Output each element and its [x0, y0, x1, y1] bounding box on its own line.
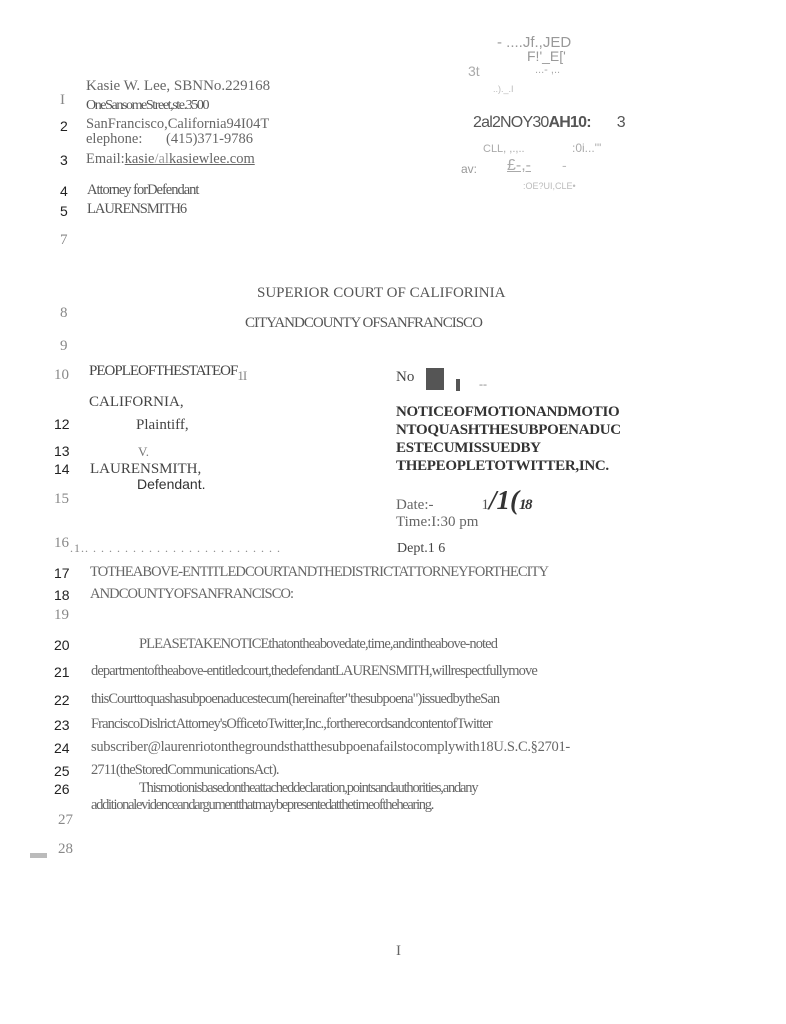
- stamp-line-6a: CLL, ,.,..: [483, 143, 525, 155]
- hearing-date-1: 1: [481, 497, 489, 513]
- stamp-date-b: AH10:: [548, 114, 591, 131]
- stamp-line-1: - ....Jf.,JED: [497, 34, 572, 51]
- margin-mark: [30, 853, 47, 858]
- plaintiff-label: Plaintiff,: [136, 417, 189, 433]
- line-number-5: 5: [60, 203, 68, 219]
- hearing-time: Time:I:30 pm: [396, 514, 479, 530]
- line-number-21: 21: [54, 664, 70, 680]
- document-title-line-4: THEPEOPLETOTWITTER,INC.: [396, 458, 609, 474]
- line-number-27: 27: [58, 812, 73, 828]
- defendant-name: LAURENSMITH,: [90, 461, 202, 477]
- versus: V.: [138, 444, 149, 459]
- attorney-city: SanFrancisco,California94I04T: [86, 116, 270, 132]
- email-part-a: kasie: [124, 151, 155, 167]
- line-number-24: 24: [54, 740, 70, 756]
- line-number-3: 3: [60, 152, 68, 168]
- stamp-line-6b: :0i...'": [572, 141, 602, 155]
- paragraph-1-line-3: thisCourttoquashasubpoenaducestecum(hereinafter"thesubpoena")issuedbytheSan: [91, 691, 500, 707]
- stamp-date-a: 2al2NOY30: [473, 114, 549, 131]
- attorney-name: Kasie W. Lee, SBNNo.229168: [86, 78, 271, 94]
- hearing-dept: Dept.1 6: [397, 541, 446, 556]
- stamp-date: [473, 114, 625, 132]
- email-part-b: /al: [154, 151, 169, 167]
- case-number-redaction: [426, 368, 444, 390]
- line-number-18: 18: [54, 587, 70, 603]
- addressee-line-2: ANDCOUNTYOFSANFRANCISCO:: [90, 586, 294, 602]
- caption-divider-dots: .1.. . . . . . . . . . . . . . . . . . . . . . . . .: [70, 541, 281, 555]
- plaintiff-name-line-2: CALIFORNIA,: [89, 394, 184, 410]
- line-number-4: 4: [60, 183, 68, 199]
- paragraph-2-line-2: additionalevidenceandargumentthatmaybepresentedatthetimeofthehearing.: [91, 797, 434, 813]
- defendant-label: Defendant.: [137, 476, 206, 492]
- paragraph-1-line-5: subscriber@laurenriotonthegroundsthatthesubpoenafailstocomplywith18U.S.C.§2701-: [91, 739, 570, 755]
- plaintiff-name-1: PEOPLEOFTHESTATEOF: [89, 363, 238, 379]
- stamp-by-dash: -: [562, 157, 567, 173]
- document-title-line-3: ESTECUMISSUEDBY: [396, 440, 541, 456]
- paragraph-2-line-1: Thismotionisbasedontheattacheddeclaration,pointsandauthorities,andany: [139, 780, 478, 796]
- line-number-16: 16: [54, 535, 69, 551]
- line-number-23: 23: [54, 717, 70, 733]
- court-name: SUPERIOR COURT OF CALIFORINIA: [257, 285, 506, 301]
- line-number-7: 7: [60, 232, 68, 248]
- plaintiff-name-line-1: [89, 363, 247, 383]
- line-number-2: 2: [60, 118, 68, 134]
- document-title-line-1: NOTICEOFMOTIONANDMOTIO: [396, 404, 620, 420]
- hearing-date-label: Date:-: [396, 497, 434, 513]
- court-county: CITYANDCOUNTY OFSANFRANCISCO: [245, 315, 482, 331]
- line-number-12: 12: [54, 416, 70, 432]
- attorney-phone: [86, 131, 253, 148]
- addressee-line-1: TOTHEABOVE-ENTITLEDCOURTANDTHEDISTRICTATTORNEYFORTHECITY: [90, 564, 549, 580]
- phone-number: (415)371-9786: [166, 131, 253, 147]
- line-number-19: 19: [54, 607, 69, 623]
- stamp-line-2: F!'_E[': [527, 48, 566, 64]
- plaintiff-mark: 1I: [237, 368, 247, 383]
- stamp-date-c: 3: [616, 114, 625, 131]
- case-number-redaction-small: [456, 379, 460, 391]
- line-number-13: 13: [54, 443, 70, 459]
- line-number-10: 10: [54, 367, 69, 383]
- stamp-line-4: ..)._.I: [493, 84, 514, 94]
- paragraph-1-line-6: 2711(theStoredCommunicationsAct).: [91, 762, 279, 778]
- stamp-line-3a: 3t: [468, 63, 480, 79]
- line-number-25: 25: [54, 763, 70, 779]
- line-number-26: 26: [54, 781, 70, 797]
- stamp-deputy: :OE?UI,CLE•: [523, 181, 576, 191]
- attorney-street: OneSansomeStreet,ste.3500: [86, 98, 209, 113]
- stamp-line-3b: ...- ,..: [535, 64, 561, 76]
- email-part-c: kasiewlee.com: [168, 151, 255, 167]
- stamp-by-label: av:: [461, 162, 478, 176]
- hearing-date-3: 18: [518, 497, 531, 513]
- line-number-15: 15: [54, 491, 69, 507]
- line-number-28: 28: [58, 841, 73, 857]
- email-link[interactable]: [125, 151, 255, 167]
- attorney-email: [86, 151, 255, 168]
- line-number-20: 20: [54, 637, 70, 653]
- phone-label: elephone:: [86, 131, 143, 147]
- line-number-22: 22: [54, 692, 70, 708]
- hearing-date: [396, 485, 531, 516]
- attorney-client: LAURENSMITH6: [87, 201, 187, 217]
- hearing-date-2: /1(: [488, 485, 519, 515]
- paragraph-1-line-1: PLEASETAKENOTICEthatontheabovedate,time,andintheabove-noted: [139, 636, 498, 652]
- stamp-by-value: £-,-: [507, 157, 531, 174]
- line-number-1: I: [60, 92, 65, 108]
- line-number-8: 8: [60, 305, 68, 321]
- paragraph-1-line-2: departmentoftheabove-entitledcourt,thedefendantLAURENSMITH,willrespectfullymove: [91, 663, 537, 679]
- email-label: Email:: [86, 151, 125, 167]
- line-number-17: 17: [54, 565, 70, 581]
- page-number: I: [396, 943, 401, 959]
- case-number-label: No: [396, 369, 415, 385]
- case-number-tail: --: [479, 377, 487, 391]
- paragraph-1-line-4: FranciscoDislrictAttorney'sOfficetoTwitter,Inc.,fortherecordsandcontentofTwitter: [91, 716, 492, 732]
- line-number-9: 9: [60, 338, 68, 354]
- attorney-for: Attorney forDefendant: [87, 182, 199, 198]
- line-number-14: 14: [54, 461, 70, 477]
- document-title-line-2: NTOQUASHTHESUBPOENADUC: [396, 422, 621, 438]
